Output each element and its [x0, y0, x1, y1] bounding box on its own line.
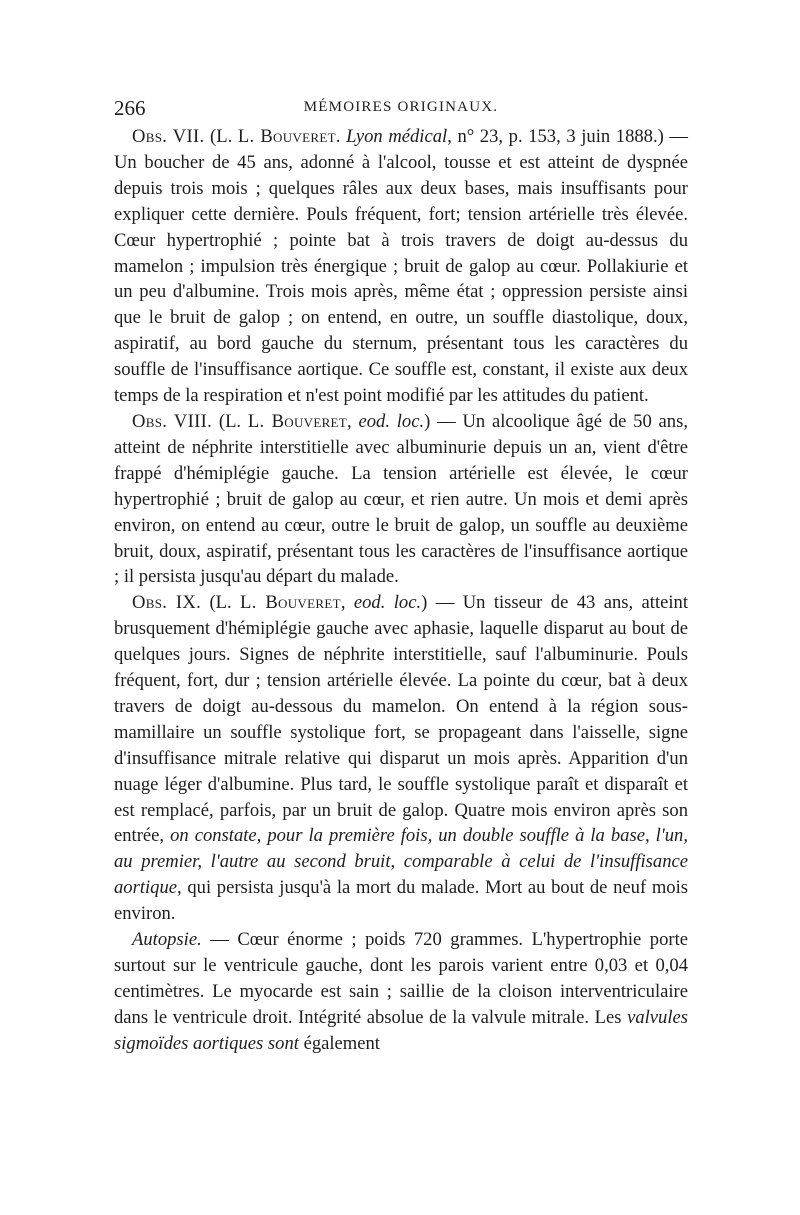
autopsy-label: Autopsie.: [132, 929, 202, 951]
observation-text: — Un tisseur de 43 ans, atteint brusquement d'hémiplégie gauche avec aphasie, laquelle disparut au bout de quelques jours. Signes de néphrite interstitielle, sauf l'albuminurie. Pouls fréquent, fort, dur ; tension artérielle élevée. La pointe du cœur, bat à deux travers de doigt au-dessous du mamelon. On entend à la région sous-mamillaire un souffle systolique fort, se propageant dans l'aisselle, signe d'insuffisance mitrale relative qui disparut un mois après. Apparition d'un nuage léger d'albumine. Plus tard, le souffle systolique paraît et disparaît et est remplacé, parfois, par un bruit de galop. Quatre mois environ après son entrée,: [114, 592, 689, 847]
autopsy-text: — Cœur énorme ; poids 720 grammes. L'hypertrophie porte surtout sur le ventricule gauche, dont les parois varient entre 0,03 et 0,04 centimètres. Le myocarde est sain ; saillie de la cloison interventriculaire dans le ventricule droit. Intégrité absolue de la valvule mitrale. Les: [114, 929, 689, 1028]
body-text: [114, 124, 688, 1057]
observation-text-continued: qui persista jusqu'à la mort du malade. Mort au bout de neuf mois environ.: [114, 877, 688, 925]
journal-title: Lyon médical: [346, 126, 448, 147]
autopsy-paragraph: [114, 927, 688, 1057]
observation-8: Obs. VIII. (L. L. Bouveret, eod. loc.) — Un alcoolique âgé de 50 ans, atteint de néphrite interstitielle avec albuminurie depuis un an, vient d'être frappé d'hémiplégie gauche. La tension artérielle est élevée, le cœur hypertrophié ; bruit de galop au cœur, et rien autre. Un mois et demi après environ, on entend au cœur, outre le bruit de galop, un souffle au deuxième bruit, doux, aspiratif, présentant tous les caractères de l'insuffisance aortique ; il persista jusqu'au départ du malade.: [114, 410, 688, 588]
citation: , n° 23, p. 153, 3 juin 1888.): [447, 126, 664, 147]
obs-label: Obs. IX.: [132, 592, 202, 614]
emphasized-text: on constate, pour la première fois, un double souffle à la base, l'un, au premier, l'autre au second bruit, comparable à celui de l'insuffisance aortique,: [114, 825, 688, 899]
author-name: L. Bouveret: [240, 592, 341, 614]
observation-text: — Un alcoolique âgé de 50 ans, atteint de néphrite interstitielle avec albuminurie depuis un an, vient d'être frappé d'hémiplégie gauche. La tension artérielle est élevée, le cœur hypertrophié ; bruit de galop au cœur, et rien autre. Un mois et demi après environ, on entend au cœur, outre le bruit de galop, un souffle au deuxième bruit, doux, aspiratif, présentant tous les caractères de l'insuffisance aortique ; il persista jusqu'au départ du malade.: [114, 410, 688, 588]
author-name: L. Bouveret: [237, 126, 336, 147]
observation-text: — Un boucher de 45 ans, adonné à l'alcool, tousse et est atteint de dyspnée depuis trois mois ; quelques râles aux deux bases, mais insuffisants pour expliquer cette dernière. Pouls fréquent, fort; tension artérielle très élevée. Cœur hypertrophié ; pointe bat à trois travers de doigt au-dessus du mamelon ; impulsion très énergique ; bruit de galop au cœur. Pollakiurie et un peu d'albumine. Trois mois après, même état ; oppression persiste ainsi que le bruit de galop ; on entend, en outre, un souffle diastolique, doux, aspiratif, au bord gauche du sternum, présentant tous les caractères du souffle de l'insuffisance aortique. Ce souffle est, constant, il existe aux deux temps de la respiration et n'est point modifié par les attitudes du patient.: [114, 126, 689, 407]
observation-7: Obs. VII. (L. L. Bouveret. Lyon médical, n° 23, p. 153, 3 juin 1888.) — Un boucher de 45 ans, adonné à l'alcool, tousse et est atteint de dyspnée depuis trois mois ; quelques râles aux deux bases, mais insuffisants pour expliquer cette dernière. Pouls fréquent, fort; tension artérielle très élevée. Cœur hypertrophié ; pointe bat à trois travers de doigt au-dessus du mamelon ; impulsion très énergique ; bruit de galop au cœur. Pollakiurie et un peu d'albumine. Trois mois après, même état ; oppression persiste ainsi que le bruit de galop ; on entend, en outre, un souffle diastolique, doux, aspiratif, au bord gauche du sternum, présentant tous les caractères du souffle de l'insuffisance aortique. Ce souffle est, constant, il existe aux deux temps de la respiration et n'est point modifié par les attitudes du patient.: [114, 126, 689, 407]
page-header: [114, 96, 688, 126]
obs-label: Obs. VIII.: [132, 410, 213, 432]
running-title: MÉMOIRES ORIGINAUX.: [303, 99, 499, 115]
reference: eod. loc.: [353, 592, 422, 614]
emphasized-text: valvules sigmoïdes aortiques sont: [114, 1006, 688, 1054]
observation-9: Obs. IX. (L. L. Bouveret, eod. loc.) — Un tisseur de 43 ans, atteint brusquement d'hémiplégie gauche avec aphasie, laquelle disparut au bout de quelques jours. Signes de néphrite interstitielle, sauf l'albuminurie. Pouls fréquent, fort, dur ; tension artérielle élevée. La pointe du cœur, bat à deux travers de doigt au-dessous du mamelon. On entend à la région sous-mamillaire un souffle systolique fort, se propageant dans l'aisselle, signe d'insuffisance mitrale relative qui disparut un mois après. Apparition d'un nuage léger d'albumine. Plus tard, le souffle systolique paraît et disparaît et est remplacé, parfois, par un bruit de galop. Quatre mois environ après son entrée, on constate, pour la première fois, un double souffle à la base, l'un, au premier, l'autre au second bruit, comparable à celui de l'insuffisance aortique, qui persista jusqu'à la mort du malade. Mort au bout de neuf mois environ.: [114, 592, 689, 925]
author-name: L. Bouveret: [247, 410, 348, 432]
autopsy-text-continued: également: [303, 1032, 380, 1054]
reference: eod. loc.: [358, 410, 425, 432]
obs-label: Obs. VII.: [132, 126, 205, 147]
page-number: 266: [114, 96, 146, 120]
